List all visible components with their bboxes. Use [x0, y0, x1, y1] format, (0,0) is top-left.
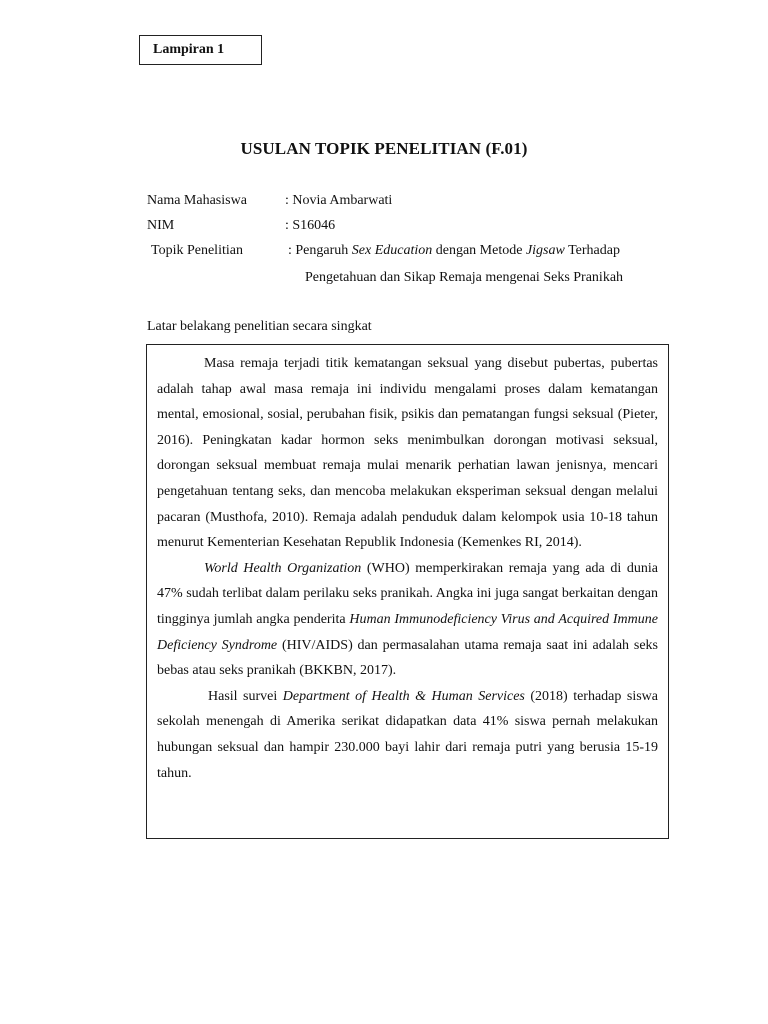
nim-label: NIM [147, 218, 175, 233]
paragraph-1: Masa remaja terjadi titik kematangan seksual yang disebut pubertas, pubertas adalah tahap awal masa remaja ini individu mengalami proses dalam kematangan mental, emosional, sosial, perubahan fisik, psikis dan pematangan fungsi seksual (Pieter, 2016). Peningkatan kadar hormon seks menimbulkan dorongan motivasi seksual, dorongan seksual membuat remaja mulai menarik perhatian lawan jenisnya, mencari pengetahuan tentang seks, dan mencoba melakukan eksperiman seksual dengan melalui pacaran (Musthofa, 2010). Remaja adalah penduduk dalam kelompok usia 10-18 tahun menurut Kementerian Kesehatan Republik Indonesia (Kemenkes RI, 2014). [157, 356, 658, 551]
paragraph-2-text-2: (HIV/AIDS) dan permasalahan utama remaja saat ini adalah seks bebas atau seks pranikah (BKKBN, 2017). [157, 637, 658, 679]
topik-value-line2: Pengetahuan dan Sikap Remaja mengenai Seks Pranikah [305, 270, 624, 285]
latar-belakang-label: Latar belakang penelitian secara singkat [147, 319, 372, 334]
nim-value: : S16046 [285, 218, 336, 233]
paragraph-2 [157, 556, 658, 684]
topik-mid: dengan Metode [432, 243, 526, 258]
hiv-italic: Human Immunodeficiency Virus and Acquired Immune Deficiency Syndrome [157, 611, 658, 653]
who-italic: World Health Organization [204, 560, 362, 576]
paragraph-3-text-1: Hasil survei [208, 688, 283, 704]
paragraph-2-text-1: (WHO) memperkirakan remaja yang ada di dunia 47% sudah terlibat dalam perilaku seks pranikah. Angka ini juga sangat berkaitan dengan tingginya jumlah angka penderita [157, 560, 658, 627]
topik-prefix: : Pengaruh [288, 243, 352, 258]
topik-italic-sex-education: Sex Education [351, 243, 433, 258]
nama-value: : Novia Ambarwati [285, 193, 393, 208]
nama-label: Nama Mahasiswa [147, 193, 247, 208]
topik-italic-jigsaw: Jigsaw [525, 243, 565, 258]
page-title: USULAN TOPIK PENELITIAN (F.01) [240, 139, 528, 158]
lampiran-label: Lampiran 1 [139, 35, 262, 65]
topik-suffix: Terhadap [564, 243, 620, 258]
dhhs-italic: Department of Health & Human Services [282, 688, 525, 704]
paragraph-3-text-2: (2018) terhadap siswa sekolah menengah di Amerika serikat didapatkan data 41% siswa pernah melakukan hubungan seksual dan hampir 230.000 bayi lahir dari remaja putri yang berusia 15-19 tahun. [157, 688, 658, 781]
paragraph-3 [157, 684, 658, 786]
topik-value [288, 241, 620, 261]
latar-belakang-box [146, 344, 669, 839]
topik-label: Topik Penelitian [151, 243, 243, 258]
